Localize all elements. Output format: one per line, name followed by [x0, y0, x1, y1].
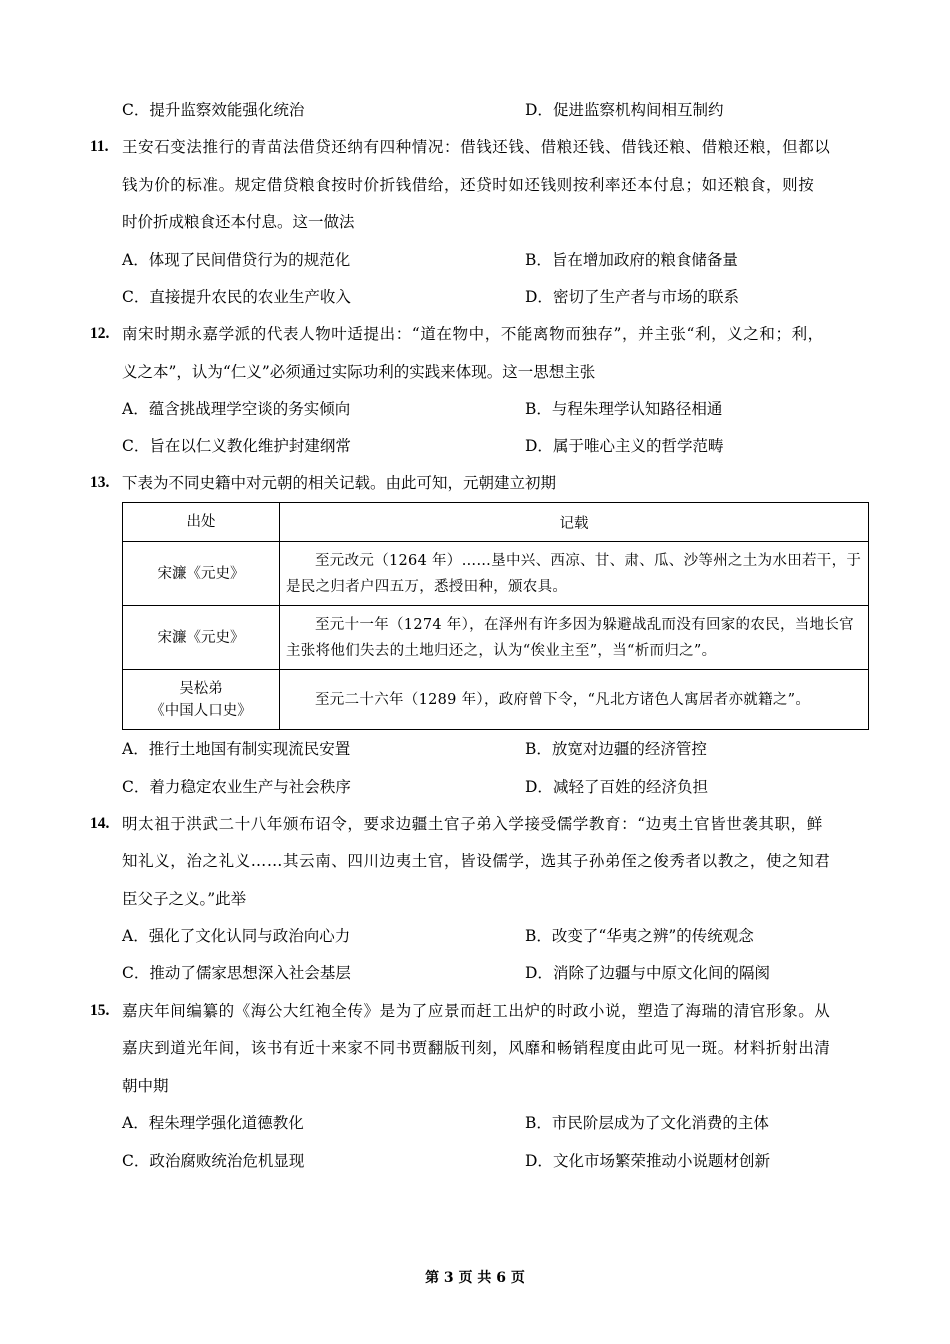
option-label: A． [122, 400, 149, 418]
q12-option-b [525, 399, 722, 419]
q10-option-d [525, 100, 723, 120]
question-text-line: 钱为价的标准。规定借贷粮食按时价折钱借给，还贷时如还钱则按利率还本付息；如还粮食，则按 [122, 176, 815, 194]
question-number: 14. [90, 815, 110, 832]
record-cell: 至元二十六年（1289 年），政府曾下令，“凡北方诸色人寓居者亦就籍之”。 [280, 670, 869, 730]
q15-option-b [525, 1113, 769, 1133]
q13-option-c [122, 777, 351, 797]
option-text: 市民阶层成为了文化消费的主体 [551, 1114, 769, 1132]
question-text-line: 南宋时期永嘉学派的代表人物叶适提出：“道在物中，不能离物而独存”，并主张“利，义之和；利， [122, 325, 824, 343]
q11-option-b [525, 250, 738, 270]
q11-option-c [122, 287, 351, 307]
option-label: D． [525, 437, 553, 455]
option-text: 密切了生产者与市场的联系 [552, 288, 739, 306]
option-label: A． [122, 740, 149, 758]
table-header-row [123, 503, 869, 542]
page-footer: 第 3 页 共 6 页 [425, 1270, 525, 1286]
option-label: B． [525, 927, 552, 945]
question-text-line: 明太祖于洪武二十八年颁布诏令，要求边疆土官子弟入学接受儒学教育：“边夷土官皆世袭其职，鲜 [122, 815, 823, 833]
option-label: B． [525, 251, 552, 269]
question-number: 13. [90, 474, 110, 491]
option-text: 着力稳定农业生产与社会秩序 [149, 778, 351, 796]
option-text: 蕴含挑战理学空谈的务实倾向 [148, 400, 351, 418]
q14-option-d [525, 963, 770, 983]
question-text-line: 朝中期 [122, 1077, 169, 1095]
question-text-line: 下表为不同史籍中对元朝的相关记载。由此可知，元朝建立初期 [122, 474, 557, 492]
option-text: 与程朱理学认知路径相通 [551, 400, 723, 418]
option-label: B． [525, 1114, 552, 1132]
option-label: D． [525, 964, 553, 982]
option-text: 促进监察机构间相互制约 [552, 101, 724, 119]
question-text-line: 知礼义，治之礼义……其云南、四川边夷土官，皆设儒学，选其子孙弟侄之俊秀者以教之，使之知君 [122, 852, 831, 870]
option-text: 直接提升农民的农业生产收入 [149, 288, 351, 306]
q12-option-d [525, 436, 723, 456]
option-text: 政治腐败统治危机显现 [149, 1152, 305, 1170]
option-label: B． [525, 740, 552, 758]
source-text: 宋濂《元史》 [157, 629, 245, 646]
option-label: D． [525, 101, 553, 119]
q15-option-c [122, 1151, 304, 1171]
source-text: 吴松弟 [179, 680, 223, 697]
question-text-line: 臣父子之义。”此举 [122, 890, 247, 908]
question-text-line: 王安石变法推行的青苗法借贷还纳有四种情况：借钱还钱、借粮还钱、借钱还粮、借粮还粮，但都以 [122, 138, 831, 156]
option-text: 属于唯心主义的哲学范畴 [552, 437, 724, 455]
option-text: 提升监察效能强化统治 [149, 101, 305, 119]
header-record: 记载 [280, 503, 869, 542]
option-label: C． [122, 288, 150, 306]
question-number: 15. [90, 1002, 110, 1019]
option-text: 改变了“华夷之辨”的传统观念 [551, 927, 754, 945]
record-cell: 至元十一年（1274 年），在泽州有许多因为躲避战乱而没有回家的农民，当地长官主张将他们失去的土地归还之，认为“俟业主至”，当“析而归之”。 [280, 606, 869, 670]
record-cell: 至元改元（1264 年）……垦中兴、西凉、甘、肃、瓜、沙等州之土为水田若干，于是民之归者户四五万，悉授田种，颁农具。 [280, 542, 869, 606]
option-label: A． [122, 251, 149, 269]
option-label: C． [122, 1152, 150, 1170]
q14-option-c [122, 963, 351, 983]
source-cell [123, 606, 280, 670]
option-text: 推行土地国有制实现流民安置 [148, 740, 351, 758]
q10-option-c [122, 100, 304, 120]
option-label: A． [122, 1114, 149, 1132]
source-cell [123, 542, 280, 606]
question-text-line: 嘉庆年间编纂的《海公大红袍全传》是为了应景而赶工出炉的时政小说，塑造了海瑞的清官形象。从 [122, 1002, 831, 1020]
option-label: C． [122, 778, 150, 796]
question-text-line: 义之本”，认为“仁义”必须通过实际功利的实践来体现。这一思想主张 [122, 363, 596, 381]
option-text: 消除了边疆与中原文化间的隔阂 [552, 964, 770, 982]
q13-option-b [525, 739, 707, 759]
option-label: D． [525, 778, 553, 796]
option-label: C． [122, 964, 150, 982]
option-text: 文化市场繁荣推动小说题材创新 [552, 1152, 770, 1170]
q12-option-c [122, 436, 351, 456]
q15-option-a [122, 1113, 304, 1133]
option-text: 强化了文化认同与政治向心力 [148, 927, 351, 945]
option-label: B． [525, 400, 552, 418]
question-text-line: 嘉庆到道光年间，该书有近十来家不同书贾翻版刊刻，风靡和畅销程度由此可见一斑。材料折射出清 [122, 1039, 831, 1057]
option-label: C． [122, 437, 150, 455]
table-row [123, 606, 869, 670]
q15-option-d [525, 1151, 770, 1171]
source-cell [123, 670, 280, 730]
option-label: D． [525, 1152, 553, 1170]
question-number: 11. [90, 138, 109, 155]
option-text: 推动了儒家思想深入社会基层 [149, 964, 351, 982]
option-text: 体现了民间借贷行为的规范化 [148, 251, 351, 269]
records-table [122, 502, 869, 730]
header-source: 出处 [123, 503, 280, 542]
option-text: 旨在增加政府的粮食储备量 [551, 251, 738, 269]
q13-option-a [122, 739, 350, 759]
option-text: 放宽对边疆的经济管控 [551, 740, 707, 758]
q14-option-b [525, 926, 754, 946]
table-row [123, 670, 869, 730]
option-label: D． [525, 288, 553, 306]
source-text: 宋濂《元史》 [157, 565, 245, 582]
q11-option-a [122, 250, 350, 270]
option-text: 减轻了百姓的经济负担 [552, 778, 708, 796]
q14-option-a [122, 926, 350, 946]
option-text: 旨在以仁义教化维护封建纲常 [149, 437, 351, 455]
question-number: 12. [90, 325, 110, 342]
option-label: C． [122, 101, 150, 119]
q13-option-d [525, 777, 708, 797]
table-row [123, 542, 869, 606]
option-label: A． [122, 927, 149, 945]
option-text: 程朱理学强化道德教化 [148, 1114, 304, 1132]
source-text: 《中国人口史》 [150, 702, 252, 719]
q12-option-a [122, 399, 350, 419]
q11-option-d [525, 287, 739, 307]
question-text-line: 时价折成粮食还本付息。这一做法 [122, 213, 355, 231]
